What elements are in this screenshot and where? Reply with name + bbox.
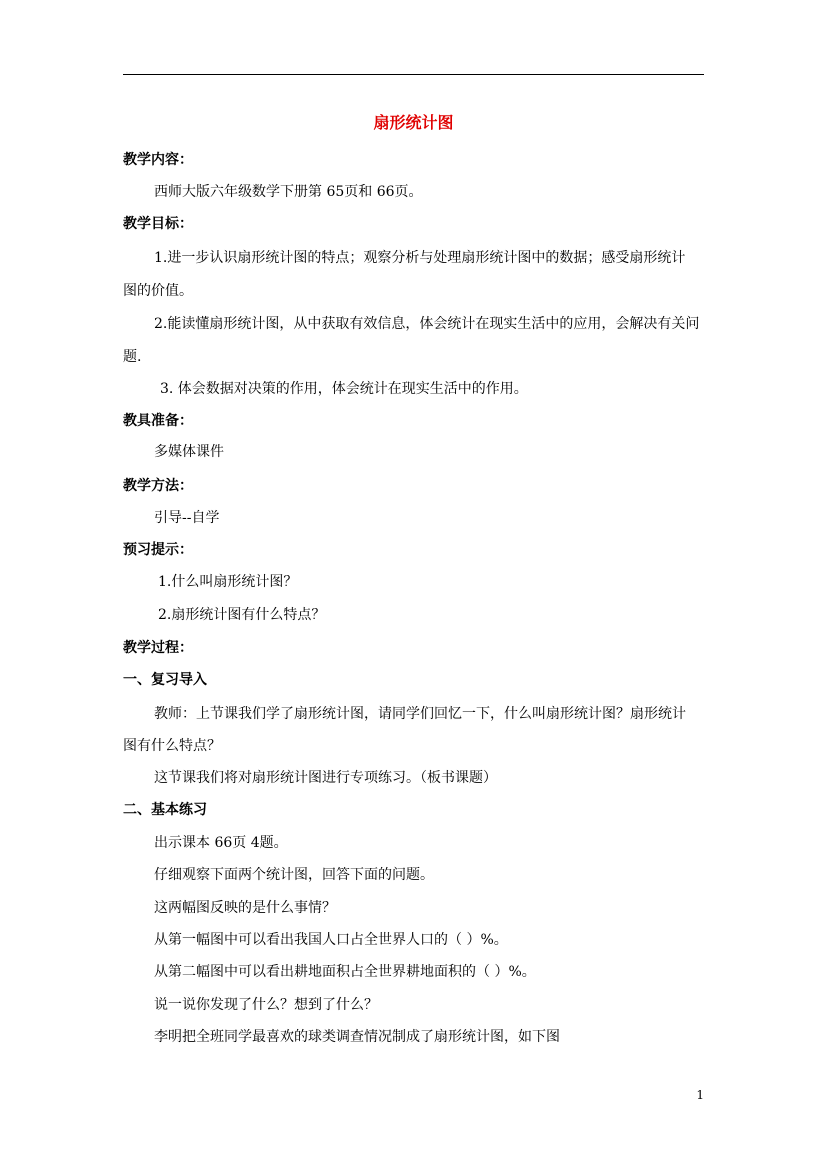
paragraph-line: 3. 体会数据对决策的作用，体会统计在现实生活中的作用。 (160, 381, 528, 397)
list-item: 1.什么叫扇形统计图？ (158, 574, 298, 590)
paragraph-line: 这节课我们将对扇形统计图进行专项练习。（板书课题） (154, 770, 497, 786)
paragraph-line: 引导--自学 (154, 510, 220, 526)
page-number: 1 (696, 1088, 704, 1102)
section-heading-practice: 二、基本练习 (123, 802, 207, 818)
paragraph-line: 李明把全班同学最喜欢的球类调查情况制成了扇形统计图，如下图 (154, 1029, 560, 1045)
paragraph-line: 这两幅图反映的是什么事情？ (154, 900, 336, 916)
heading-method: 教学方法： (123, 478, 193, 494)
paragraph-line: 从第一幅图中可以看出我国人口占全世界人口的（ ）%。 (154, 932, 508, 948)
paragraph-line: 仔细观察下面两个统计图，回答下面的问题。 (154, 867, 434, 883)
paragraph-line: 2.能读懂扇形统计图，从中获取有效信息，体会统计在现实生活中的应用，会解决有关问 (154, 316, 700, 332)
paragraph-line: 出示课本 66页 4题。 (154, 835, 288, 851)
heading-goals: 教学目标： (123, 216, 193, 232)
list-item: 2.扇形统计图有什么特点？ (158, 607, 326, 623)
paragraph-line: 西师大版六年级数学下册第 65页和 66页。 (154, 184, 423, 200)
paragraph-line: 教师：上节课我们学了扇形统计图，请同学们回忆一下，什么叫扇形统计图？扇形统计 (154, 706, 686, 722)
heading-content: 教学内容： (123, 152, 193, 168)
paragraph-line: 图有什么特点？ (123, 738, 221, 754)
section-heading-review: 一、复习导入 (123, 672, 207, 688)
paragraph-line: 说一说你发现了什么？想到了什么？ (154, 997, 378, 1013)
heading-tools: 教具准备： (123, 413, 193, 429)
paragraph-line: 图的价值。 (123, 283, 193, 299)
header-rule (123, 74, 704, 75)
paragraph-line: 从第二幅图中可以看出耕地面积占全世界耕地面积的（ ）%。 (154, 964, 536, 980)
page-title: 扇形统计图 (373, 113, 454, 132)
heading-preview: 预习提示： (123, 542, 193, 558)
paragraph-line: 多媒体课件 (154, 444, 224, 460)
heading-process: 教学过程： (123, 640, 193, 656)
paragraph-line: 题. (123, 349, 142, 365)
paragraph-line: 1.进一步认识扇形统计图的特点；观察分析与处理扇形统计图中的数据；感受扇形统计 (154, 250, 686, 266)
